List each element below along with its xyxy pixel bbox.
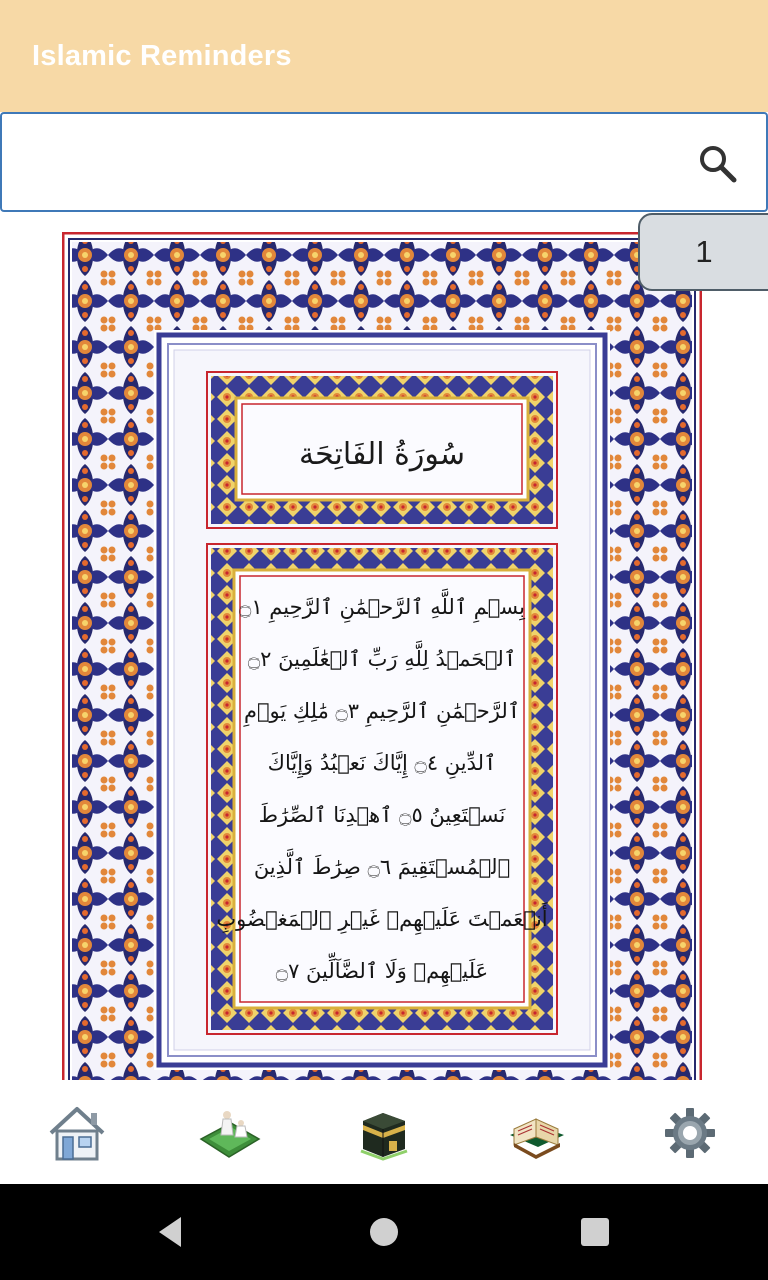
verse-line: أَنۡعَمۡتَ عَلَيۡهِمۡ غَيۡرِ ٱلۡمَغۡضُوبِ xyxy=(216,907,548,931)
nav-prayer[interactable] xyxy=(153,1082,306,1184)
search-button[interactable] xyxy=(696,142,740,186)
nav-settings[interactable] xyxy=(613,1082,766,1184)
bottom-navigation xyxy=(0,1082,768,1184)
nav-quran[interactable] xyxy=(460,1082,613,1184)
home-circle-icon xyxy=(368,1216,400,1248)
verse-line: ٱلۡحَمۡدُ لِلَّهِ رَبِّ ٱلۡعَٰلَمِينَ ۝٢ xyxy=(247,647,517,671)
app-title: Islamic Reminders xyxy=(32,40,292,72)
quran-page-viewer[interactable] xyxy=(0,214,768,1080)
search-input[interactable] xyxy=(16,136,676,188)
nav-kaaba[interactable] xyxy=(307,1082,460,1184)
app-bar xyxy=(0,0,768,112)
recents-square-icon xyxy=(579,1216,611,1248)
verse-line: بِسۡمِ ٱللَّهِ ٱلرَّحۡمَٰنِ ٱلرَّحِيمِ ۝١ xyxy=(239,595,525,619)
back-triangle-icon xyxy=(153,1215,187,1249)
verse-line: ٱلدِّينِ ۝٤ إِيَّاكَ نَعۡبُدُ وَإِيَّاكَ xyxy=(267,751,497,775)
system-recents-button[interactable] xyxy=(565,1202,625,1262)
kaaba-icon xyxy=(359,1105,409,1161)
verse-line: نَسۡتَعِينُ ۝٥ ٱهۡدِنَا ٱلصِّرَٰطَ xyxy=(258,803,506,827)
quran-icon xyxy=(504,1105,570,1161)
page-number-badge[interactable]: 1 xyxy=(638,213,768,291)
system-back-button[interactable] xyxy=(140,1202,200,1262)
settings-gear-icon xyxy=(663,1106,717,1160)
verse-line: ٱلرَّحۡمَٰنِ ٱلرَّحِيمِ ۝٣ مَٰلِكِ يَوۡمِ xyxy=(243,699,521,723)
surah-title: سُورَةُ الفَاتِحَة xyxy=(299,437,465,472)
system-home-button[interactable] xyxy=(354,1202,414,1262)
nav-home[interactable] xyxy=(0,1082,153,1184)
home-icon xyxy=(47,1105,107,1161)
verse-line: عَلَيۡهِمۡ وَلَا ٱلضَّآلِّينَ ۝٧ xyxy=(275,959,489,983)
system-navigation-bar xyxy=(0,1184,768,1280)
search-icon xyxy=(696,142,740,186)
prayer-mat-icon xyxy=(197,1105,263,1161)
quran-page xyxy=(62,232,702,1080)
verse-line: ٱلۡمُسۡتَقِيمَ ۝٦ صِرَٰطَ ٱلَّذِينَ xyxy=(253,855,511,879)
search-bar xyxy=(0,112,768,212)
